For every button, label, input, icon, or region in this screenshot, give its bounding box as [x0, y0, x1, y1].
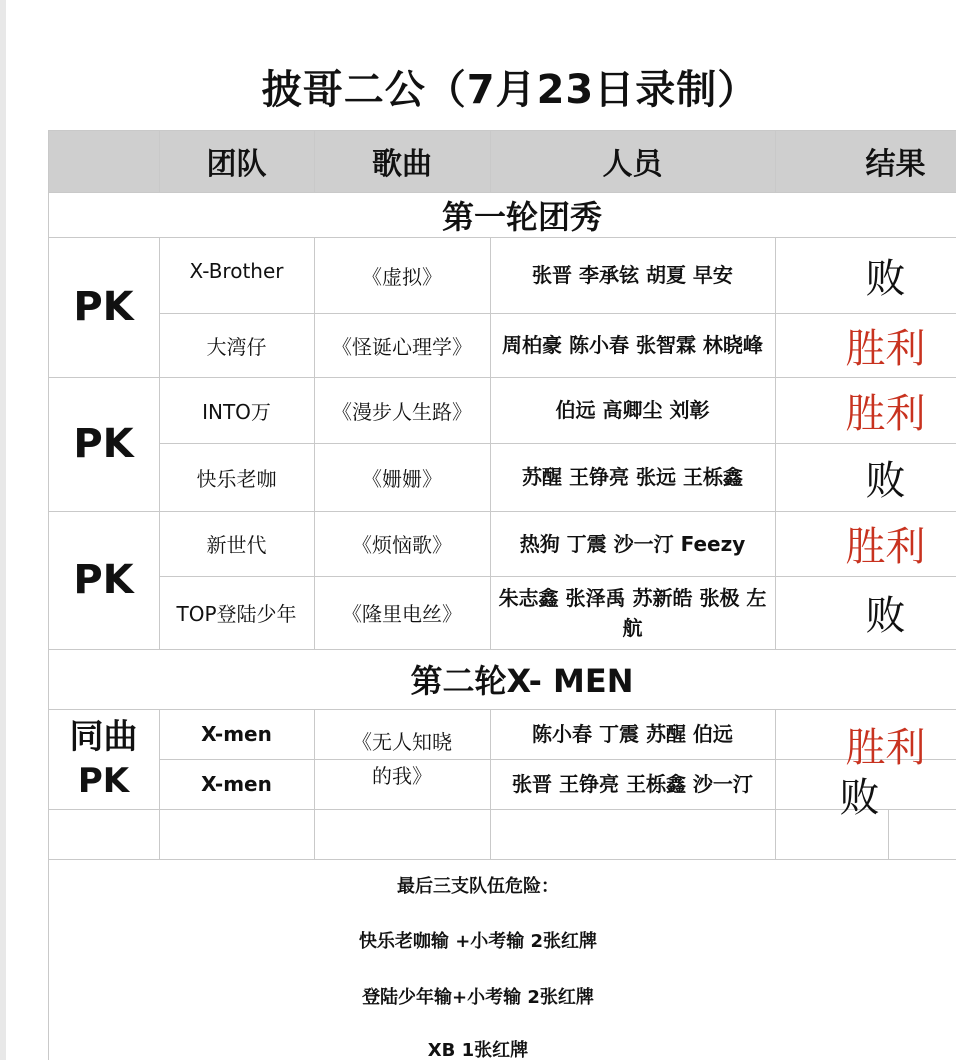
pk-label: PK — [73, 557, 134, 603]
left-edge-shadow — [0, 0, 6, 1060]
note-danger-heading: 最后三支队伍危险： — [397, 876, 559, 897]
song-title: 《隆里电丝》 — [342, 602, 462, 626]
result-lose: 败 — [865, 593, 906, 639]
member-list: 周柏豪 陈小春 张智霖 林晓峰 — [502, 333, 763, 357]
pk-label: PK — [73, 421, 134, 467]
result-lose: 败 — [839, 774, 880, 821]
member-list: 陈小春 丁震 苏醒 伯远 — [532, 722, 733, 746]
header-members: 人员 — [602, 147, 663, 182]
team-name: TOP登陆少年 — [176, 602, 297, 626]
member-list: 朱志鑫 张泽禹 苏新皓 张极 左航 — [498, 585, 767, 640]
team-name: X-men — [201, 772, 272, 796]
team-name: 新世代 — [206, 533, 267, 557]
song-title: 《虚拟》 — [362, 264, 442, 289]
result-lose: 败 — [865, 255, 906, 302]
pk-label: PK — [73, 284, 134, 330]
member-list: 热狗 丁震 沙一汀 Feezy — [519, 531, 746, 556]
header-team: 团队 — [206, 147, 267, 182]
results-table — [48, 130, 956, 1060]
round1-label: 第一轮团秀 — [441, 197, 602, 236]
song-title: 《怪诞心理学》 — [332, 334, 472, 359]
row-divider — [48, 809, 490, 810]
note-line: XB 1张红牌 — [427, 1040, 529, 1061]
member-list: 伯远 高卿尘 刘彰 — [555, 398, 710, 422]
song-title: 《烦恼歌》 — [352, 533, 452, 557]
member-list: 张晋 王铮亮 王栎鑫 沙一汀 — [512, 772, 753, 796]
note-line: 快乐老咖输 +小考输 2张红牌 — [358, 931, 598, 952]
page-title: 披哥二公（7月23日录制） — [261, 67, 759, 113]
team-name: 快乐老咖 — [196, 466, 277, 491]
result-win: 胜利 — [845, 325, 926, 372]
team-name: 大湾仔 — [206, 334, 267, 359]
team-name: INTO万 — [202, 399, 271, 424]
result-win: 胜利 — [845, 524, 926, 570]
pk-label: PK — [77, 761, 130, 801]
team-name: X-men — [201, 722, 272, 746]
header-result: 结果 — [865, 147, 926, 182]
team-name: X-Brother — [189, 259, 284, 283]
song-title: 《漫步人生路》 — [332, 399, 472, 424]
same-song-pk-label — [48, 709, 159, 809]
same-song-label: 同曲 — [69, 717, 138, 757]
member-list: 苏醒 王铮亮 张远 王栎鑫 — [522, 465, 743, 489]
song-title: 《姗姗》 — [362, 466, 442, 491]
result-lose: 败 — [865, 457, 906, 504]
row-divider — [48, 859, 956, 860]
member-list: 张晋 李承铉 胡夏 早安 — [532, 263, 733, 287]
song-title: 《无人知晓的我》 — [352, 730, 452, 788]
note-line: 登陆少年输+小考输 2张红牌 — [362, 987, 594, 1008]
result-win: 胜利 — [845, 390, 926, 437]
round2-label: 第二轮X- MEN — [410, 662, 634, 700]
header-song: 歌曲 — [372, 147, 432, 182]
result-win: 胜利 — [845, 724, 926, 771]
